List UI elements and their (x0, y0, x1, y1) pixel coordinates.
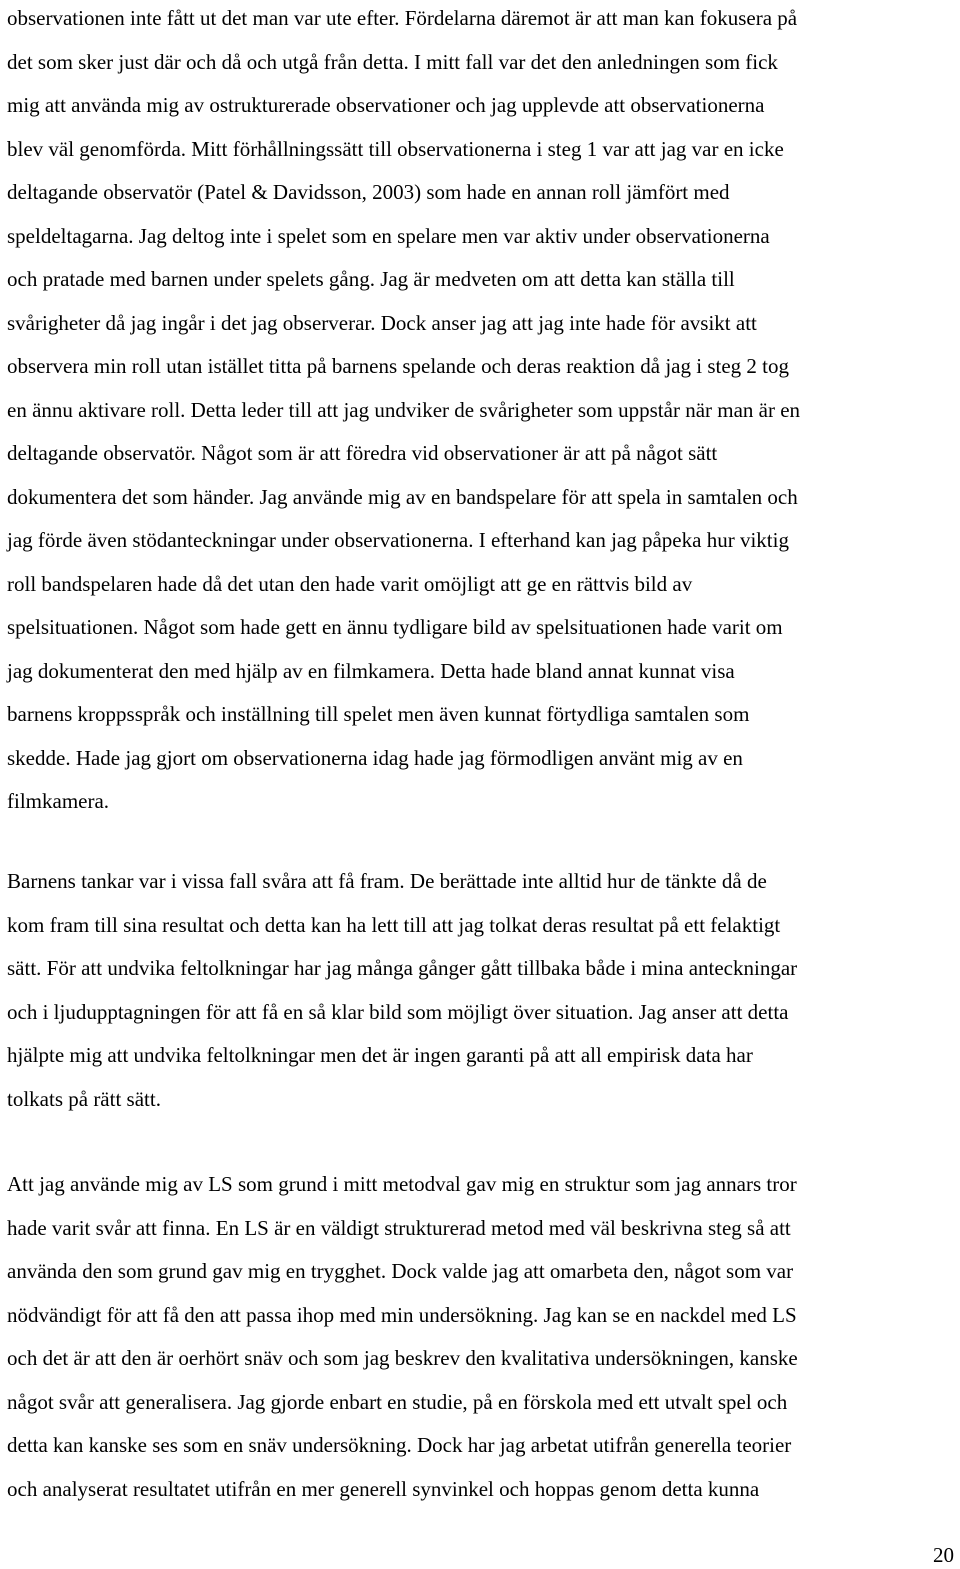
paragraph-observations (7, 0, 800, 824)
text-line: detta kan kanske ses som en snäv undersökning. Dock har jag arbetat utifrån generella teorier (7, 1433, 792, 1457)
text-line: det som sker just där och då och utgå från detta. I mitt fall var det den anledningen som fick (7, 49, 778, 74)
text-line: och analyserat resultatet utifrån en mer generell synvinkel och hoppas genom detta kunna (7, 1476, 760, 1501)
text-line: dokumentera det som händer. Jag använde mig av en bandspelare för att spela in samtalen och (7, 484, 798, 509)
paragraph-method (7, 1163, 798, 1511)
text-line: filmkamera. (7, 789, 110, 813)
text-line: och i ljudupptagningen för att få en så klar bild som möjligt över situation. Jag anser att detta (7, 999, 789, 1024)
text-line: deltagande observatör (Patel & Davidsson, 2003) som hade en annan roll jämfört med (7, 180, 730, 204)
text-line: observera min roll utan istället titta på barnens spelande och deras reaktion då jag i steg 2 tog (7, 354, 790, 378)
text-line: något svår att generalisera. Jag gjorde enbart en studie, på en förskola med ett utvalt spel och (7, 1389, 788, 1414)
text-line: jag dokumenterat den med hjälp av en filmkamera. Detta hade bland annat kunnat visa (7, 658, 735, 683)
text-line: mig att använda mig av ostrukturerade observationer och jag upplevde att observationerna (7, 93, 765, 117)
text-line: hjälpte mig att undvika feltolkningar men det är ingen garanti på att all empirisk data har (7, 1043, 753, 1067)
text-line: blev väl genomförda. Mitt förhållningssätt till observationerna i steg 1 var att jag var en icke (7, 136, 784, 161)
text-line: barnens kroppsspråk och inställning till spelet men även kunnat förtydliga samtalen som (7, 702, 750, 726)
text-line: skedde. Hade jag gjort om observationerna idag hade jag förmodligen använt mig av en (7, 745, 743, 770)
text-line: och det är att den är oerhört snäv och som jag beskrev den kvalitativa undersökningen, kanske (7, 1346, 798, 1370)
text-line: deltagande observatör. Något som är att föredra vid observationer är att på något sätt (7, 441, 718, 465)
text-line: Barnens tankar var i vissa fall svåra att få fram. De berättade inte alltid hur de tänkte då de (7, 869, 767, 893)
text-line: observationen inte fått ut det man var ute efter. Fördelarna däremot är att man kan fokusera på (7, 6, 798, 30)
text-line: sätt. För att undvika feltolkningar har jag många gånger gått tillbaka både i mina anteckningar (7, 956, 798, 980)
text-line: Att jag använde mig av LS som grund i mitt metodval gav mig en struktur som jag annars tror (7, 1172, 797, 1196)
text-line: använda den som grund gav mig en trygghet. Dock valde jag att omarbeta den, något som var (7, 1259, 794, 1283)
text-line: hade varit svår att finna. En LS är en väldigt strukturerad metod med väl beskrivna steg så att (7, 1215, 791, 1240)
text-line: tolkats på rätt sätt. (7, 1086, 161, 1111)
page-number: 20 (933, 1543, 954, 1567)
text-line: jag förde även stödanteckningar under observationerna. I efterhand kan jag påpeka hur viktig (7, 528, 789, 552)
text-line: och pratade med barnen under spelets gång. Jag är medveten om att detta kan ställa till (7, 267, 735, 291)
text-line: nödvändigt för att få den att passa ihop med min undersökning. Jag kan se en nackdel med LS (7, 1302, 797, 1327)
text-line: kom fram till sina resultat och detta kan ha lett till att jag tolkat deras resultat på ett felaktigt (7, 912, 781, 937)
text-line: en ännu aktivare roll. Detta leder till att jag undviker de svårigheter som uppstår när man är en (7, 397, 801, 422)
paragraph-interpretation (7, 860, 797, 1121)
text-line: spelsituationen. Något som hade gett en ännu tydligare bild av spelsituationen hade varit om (7, 615, 783, 639)
text-line: svårigheter då jag ingår i det jag observerar. Dock anser jag att jag inte hade för avsikt att (7, 310, 757, 335)
text-line: roll bandspelaren hade då det utan den hade varit omöjligt att ge en rättvis bild av (7, 571, 693, 596)
text-line: speldeltagarna. Jag deltog inte i spelet som en spelare men var aktiv under observationerna (7, 223, 770, 248)
